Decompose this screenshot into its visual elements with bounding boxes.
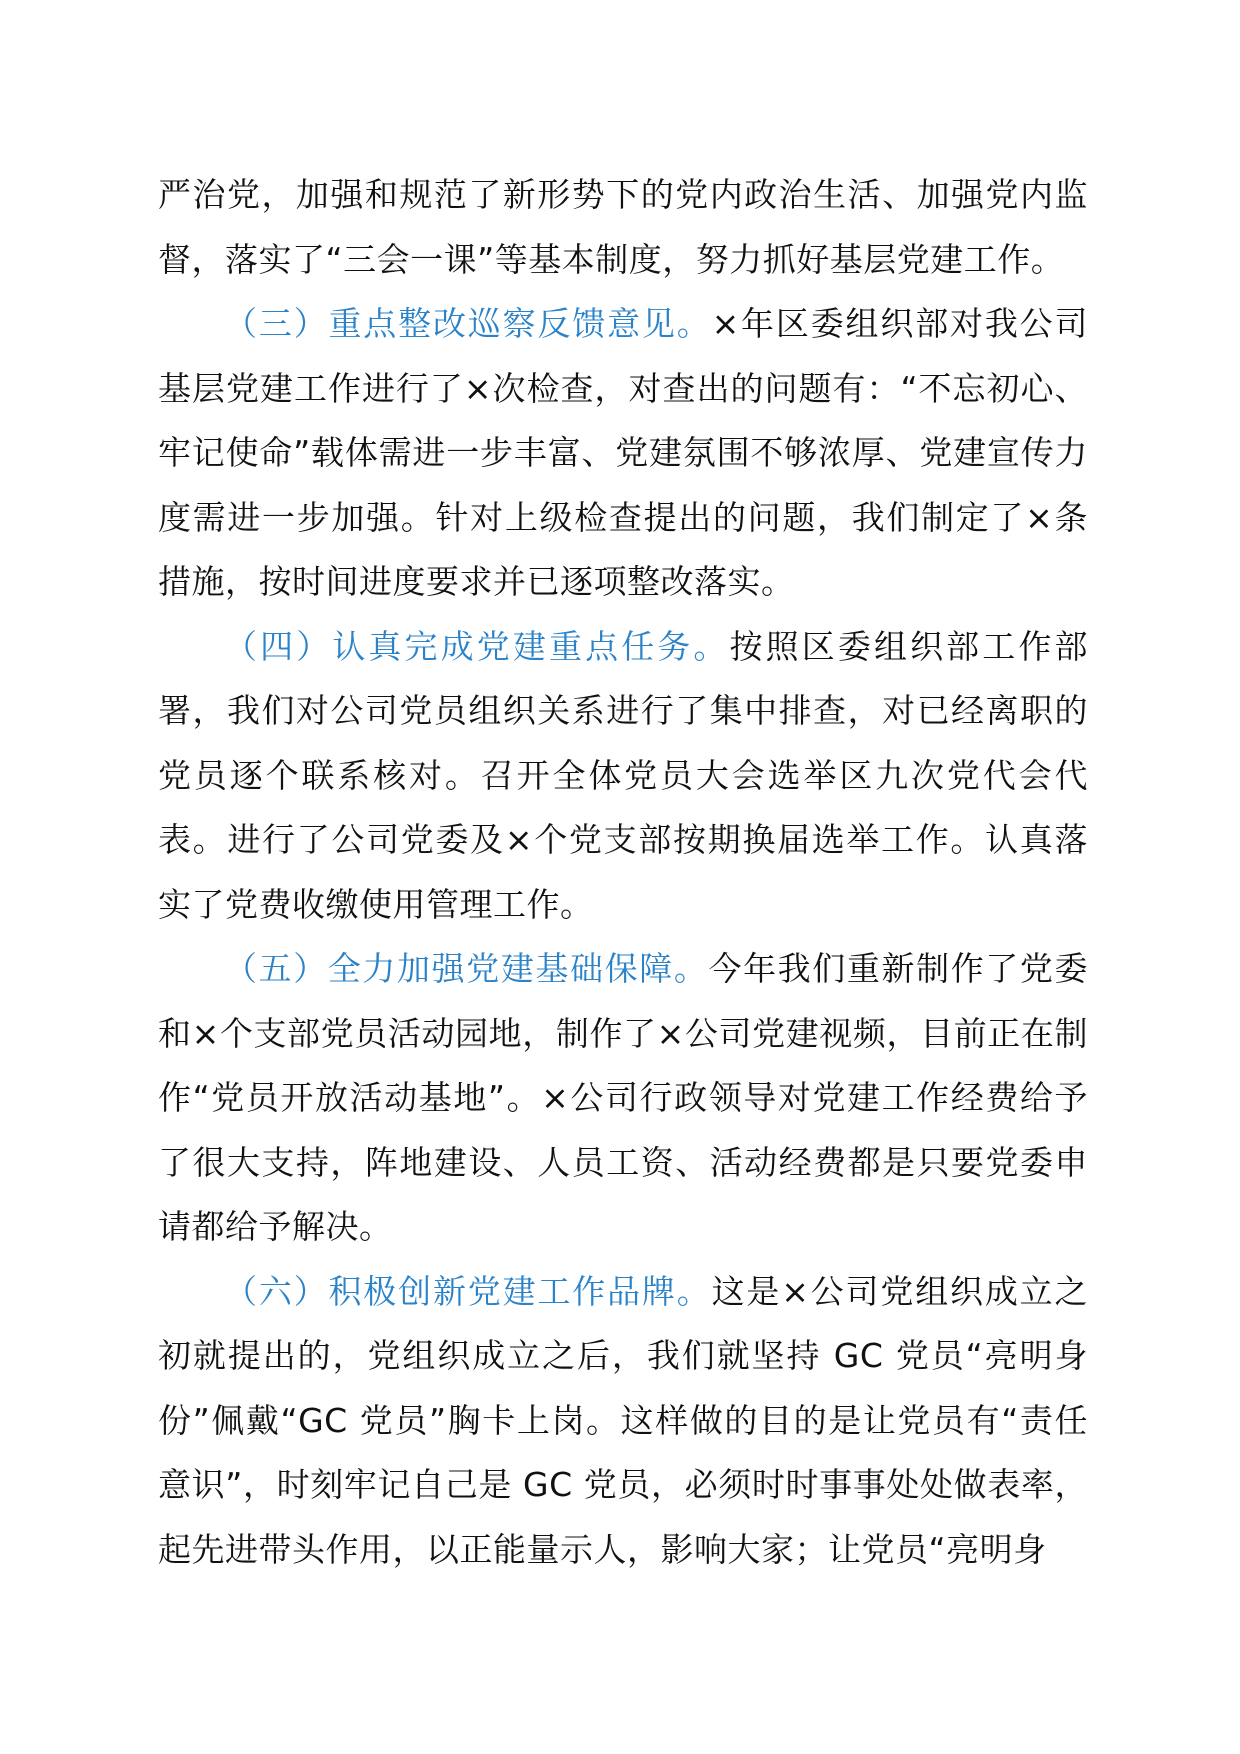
section-heading-5: （五）全力加强党建基础保障。 [224,949,709,988]
paragraph-text: 这是×公司党组织成立之初就提出的，党组织成立之后，我们就坚持 GC 党员“亮明身份”佩戴“GC 党员”胸卡上岗。这样做的目的是让党员有“责任意识”，时刻牢记自己是 GC 党员，必须时时事事处处做表率，起先进带头作用，以正能量示人，影响大家；让党员“亮明身 [158,1271,1088,1569]
paragraph-text: ×年区委组织部对我公司基层党建工作进行了×次检查，对查出的问题有：“不忘初心、牢记使命”载体需进一步丰富、党建氛围不够浓厚、党建宣传力度需进一步加强。针对上级检查提出的问题，我们制定了×条措施，按时间进度要求并已逐项整改落实。 [158,304,1088,601]
paragraph-text: 严治党，加强和规范了新形势下的党内政治生活、加强党内监督，落实了“三会一课”等基本制度，努力抓好基层党建工作。 [158,175,1088,279]
paragraph-continuation [158,163,1088,292]
paragraph-text: 今年我们重新制作了党委和×个支部党员活动园地，制作了×公司党建视频，目前正在制作“党员开放活动基地”。×公司行政领导对党建工作经费给予了很大支持，阵地建设、人员工资、活动经费都是只要党委申请都给予解决。 [158,949,1089,1246]
document-body [158,163,1088,1582]
paragraph-section-3 [158,292,1088,615]
paragraph-text: 按照区委组织部工作部署，我们对公司党员组织关系进行了集中排查，对已经离职的党员逐个联系核对。召开全体党员大会选举区九次党代会代表。进行了公司党委及×个党支部按期换届选举工作。认真落实了党费收缴使用管理工作。 [158,626,1089,924]
section-heading-4: （四）认真完成党建重点任务。 [224,626,730,666]
paragraph-section-4 [158,615,1088,938]
paragraph-section-5 [158,937,1088,1260]
section-heading-3: （三）重点整改巡察反馈意见。 [224,304,712,343]
section-heading-6: （六）积极创新党建工作品牌。 [224,1271,712,1311]
paragraph-section-6 [158,1260,1088,1583]
